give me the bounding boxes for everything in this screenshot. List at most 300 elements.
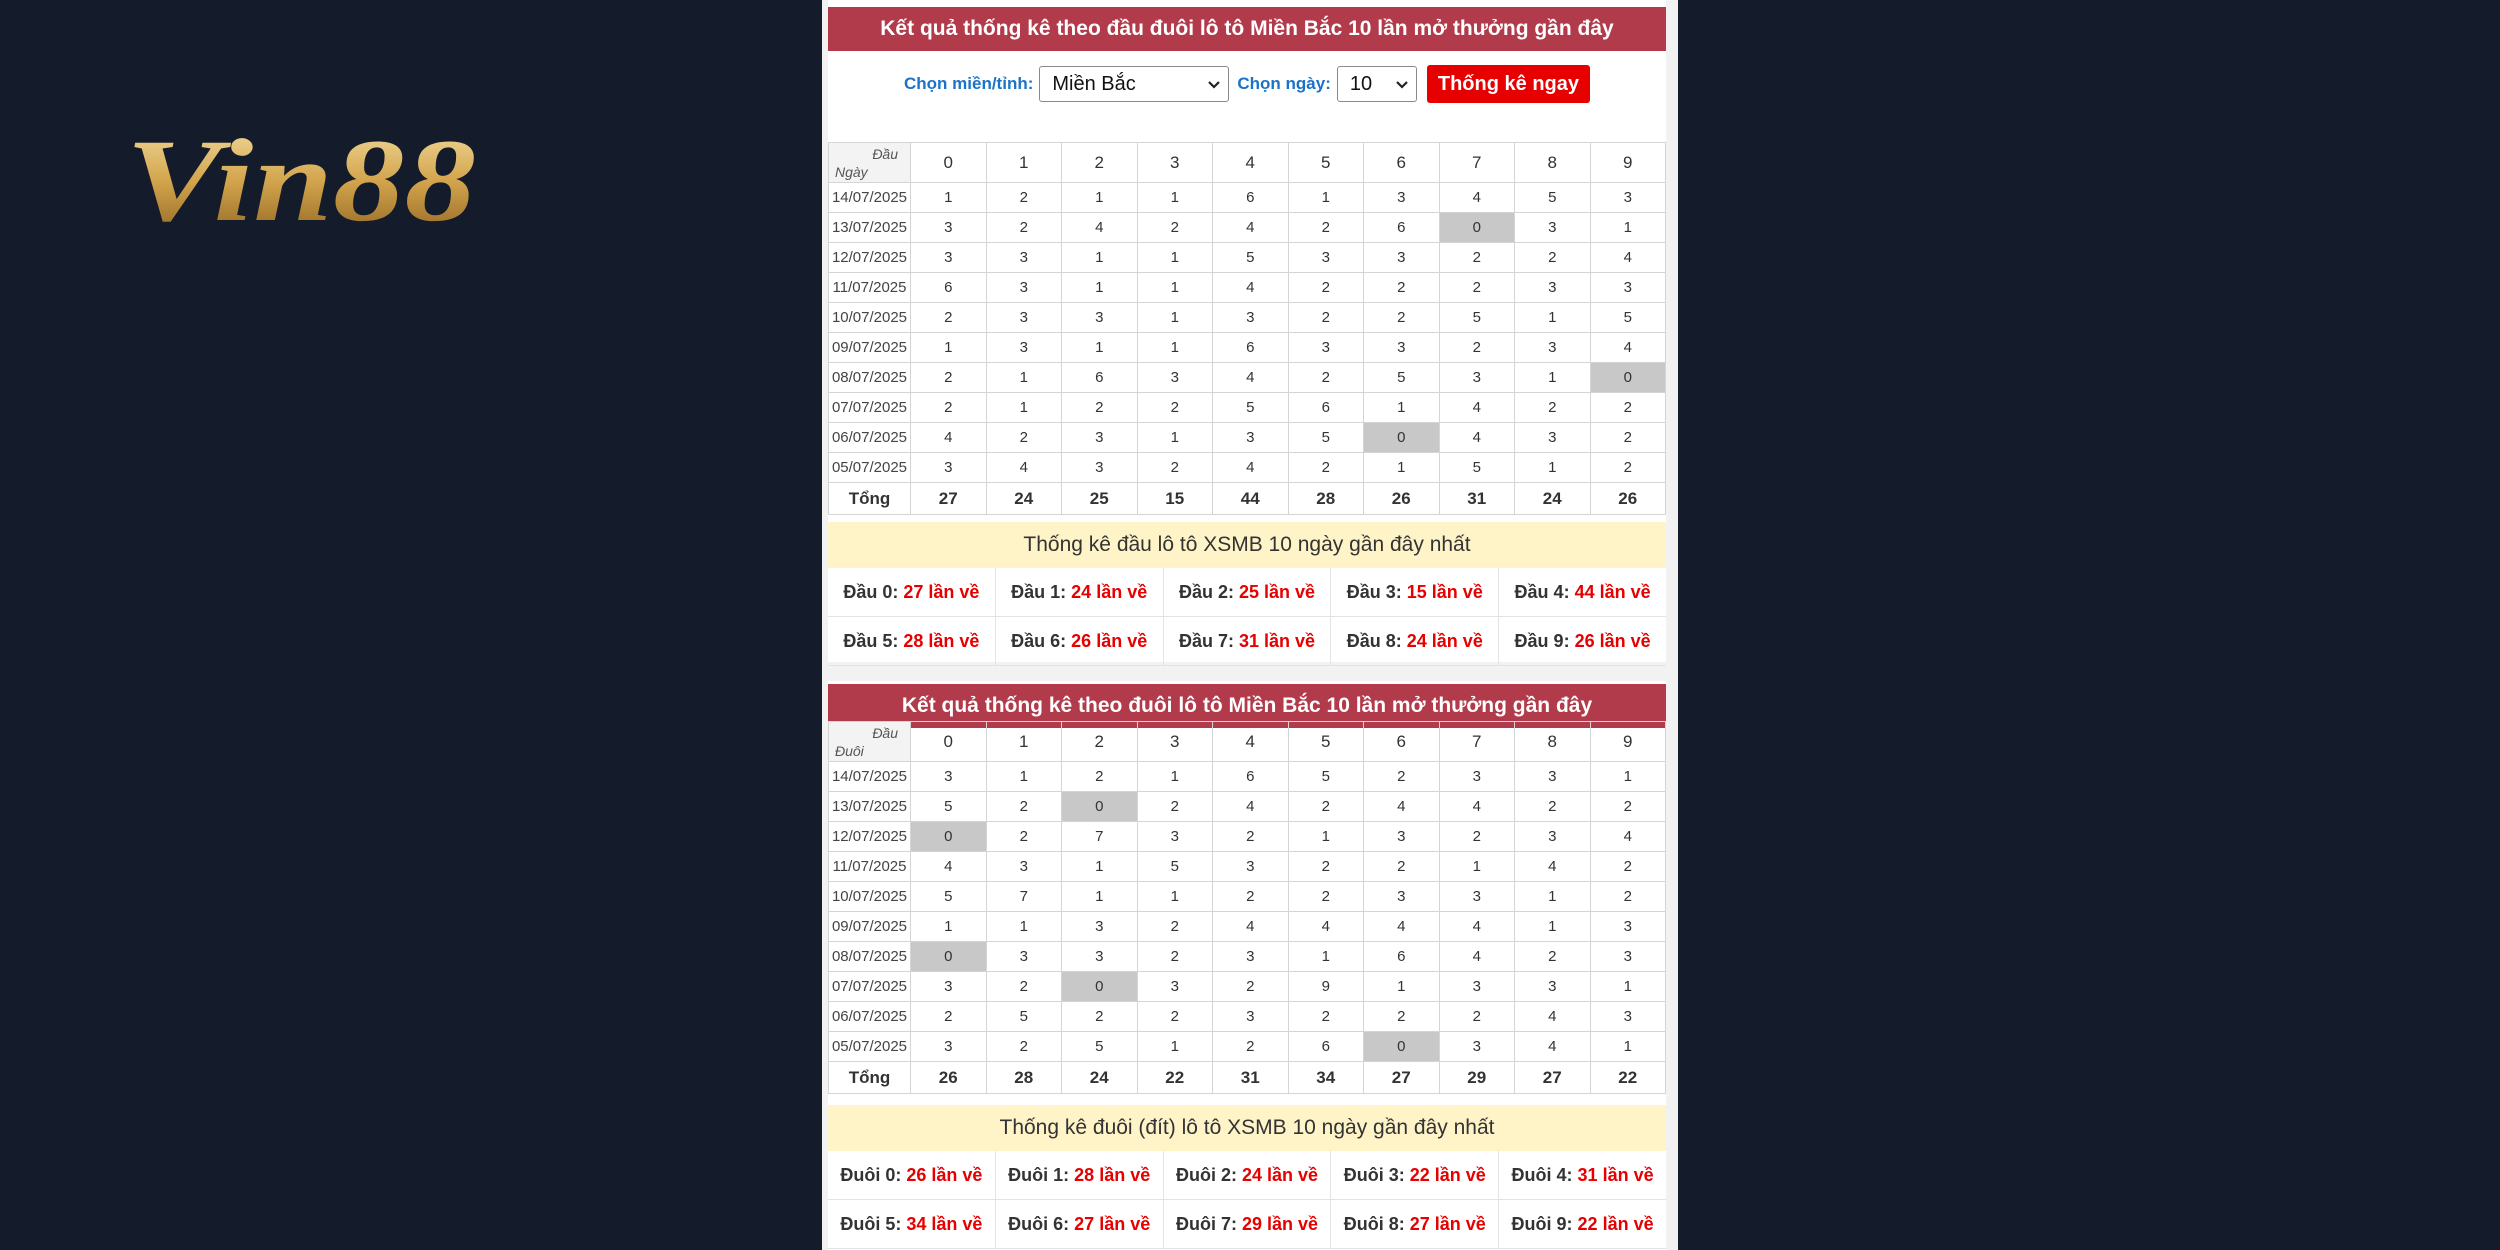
value-cell: 4	[1364, 792, 1440, 822]
value-cell: 3	[1213, 852, 1289, 882]
value-cell: 2	[986, 183, 1062, 213]
value-cell: 3	[986, 243, 1062, 273]
value-cell: 1	[986, 762, 1062, 792]
value-cell: 4	[1213, 213, 1289, 243]
value-cell: 2	[1062, 762, 1138, 792]
summary-item	[1331, 617, 1499, 665]
value-cell: 1	[986, 912, 1062, 942]
total-cell: 28	[986, 1062, 1062, 1094]
total-cell: 27	[911, 483, 987, 515]
summary-label: Đầu 7:	[1178, 630, 1234, 651]
value-cell: 3	[1213, 1002, 1289, 1032]
value-cell: 5	[1590, 303, 1666, 333]
total-cell: 26	[1590, 483, 1666, 515]
value-cell: 2	[1515, 792, 1591, 822]
summary-row	[828, 1151, 1666, 1200]
column-header: 3	[1137, 722, 1213, 762]
value-cell: 1	[1439, 852, 1515, 882]
row-date: 05/07/2025	[829, 1032, 911, 1062]
summary-count: 34	[906, 1213, 927, 1234]
value-cell: 1	[1590, 1032, 1666, 1062]
value-cell: 2	[1137, 393, 1213, 423]
summary-unit: lần về	[1266, 1213, 1319, 1234]
table-corner-cell	[829, 722, 911, 762]
value-cell: 3	[1590, 1002, 1666, 1032]
summary-item	[1164, 617, 1332, 665]
value-cell: 4	[1439, 912, 1515, 942]
summary-label: Đuôi 6:	[1008, 1213, 1070, 1234]
summary-item	[996, 568, 1164, 616]
value-cell: 2	[1062, 1002, 1138, 1032]
value-cell: 2	[1439, 333, 1515, 363]
summary-label: Đuôi 9:	[1511, 1213, 1573, 1234]
value-cell: 2	[1590, 852, 1666, 882]
statistics-button[interactable]: Thống kê ngay	[1427, 65, 1590, 103]
summary-count: 22	[1409, 1164, 1430, 1185]
value-cell: 1	[1062, 852, 1138, 882]
value-cell: 3	[986, 333, 1062, 363]
value-cell: 3	[1439, 1032, 1515, 1062]
row-date: 13/07/2025	[829, 792, 911, 822]
column-header: 9	[1590, 143, 1666, 183]
table-row	[829, 453, 1666, 483]
summary-unit: lần về	[931, 1164, 983, 1185]
column-header: 2	[1062, 143, 1138, 183]
value-cell: 6	[1364, 213, 1440, 243]
value-cell: 4	[1213, 273, 1289, 303]
total-cell: 24	[1062, 1062, 1138, 1094]
value-cell: 4	[1590, 333, 1666, 363]
value-cell: 0	[1590, 363, 1666, 393]
table-row	[829, 183, 1666, 213]
value-cell: 1	[1137, 762, 1213, 792]
summary-count: 27	[903, 581, 924, 602]
table-row	[829, 852, 1666, 882]
value-cell: 2	[1439, 243, 1515, 273]
value-cell: 5	[1137, 852, 1213, 882]
table-row	[829, 333, 1666, 363]
total-cell: 24	[1515, 483, 1591, 515]
value-cell: 2	[1213, 1032, 1289, 1062]
value-cell: 4	[1213, 453, 1289, 483]
total-label: Tổng	[829, 1062, 911, 1094]
value-cell: 2	[1515, 393, 1591, 423]
value-cell: 2	[1288, 453, 1364, 483]
value-cell: 6	[1288, 393, 1364, 423]
value-cell: 3	[1137, 363, 1213, 393]
value-cell: 2	[1364, 1002, 1440, 1032]
total-row	[829, 1062, 1666, 1094]
summary-unit: lần về	[1264, 581, 1316, 602]
table-row	[829, 762, 1666, 792]
value-cell: 2	[986, 423, 1062, 453]
column-header: 1	[986, 722, 1062, 762]
table-row	[829, 243, 1666, 273]
value-cell: 2	[1364, 273, 1440, 303]
summary-unit: lần về	[1264, 630, 1316, 651]
summary-label: Đuôi 4:	[1511, 1164, 1573, 1185]
total-cell: 24	[986, 483, 1062, 515]
value-cell: 2	[1590, 882, 1666, 912]
summary-item	[828, 1151, 996, 1199]
value-cell: 2	[1062, 393, 1138, 423]
value-cell: 3	[1515, 972, 1591, 1002]
corner-top-label: Đầu	[872, 146, 898, 162]
value-cell: 1	[911, 183, 987, 213]
region-select[interactable]	[1039, 66, 1229, 102]
value-cell: 3	[1515, 273, 1591, 303]
value-cell: 3	[1590, 942, 1666, 972]
value-cell: 3	[1062, 912, 1138, 942]
row-date: 14/07/2025	[829, 183, 911, 213]
head-statistics-table	[828, 142, 1666, 515]
summary-count: 26	[906, 1164, 927, 1185]
value-cell: 5	[911, 882, 987, 912]
row-date: 09/07/2025	[829, 333, 911, 363]
value-cell: 6	[911, 273, 987, 303]
value-cell: 2	[1213, 822, 1289, 852]
region-select-value: Miền Bắc	[1052, 72, 1136, 95]
summary-count: 22	[1577, 1213, 1598, 1234]
summary-unit: lần về	[1099, 1164, 1151, 1185]
value-cell: 2	[1137, 1002, 1213, 1032]
value-cell: 1	[1288, 942, 1364, 972]
summary-label: Đầu 3:	[1346, 581, 1402, 602]
value-cell: 1	[1364, 393, 1440, 423]
value-cell: 3	[1515, 822, 1591, 852]
row-date: 12/07/2025	[829, 822, 911, 852]
row-date: 12/07/2025	[829, 243, 911, 273]
value-cell: 2	[986, 1032, 1062, 1062]
summary-item	[996, 617, 1164, 665]
row-date: 07/07/2025	[829, 972, 911, 1002]
value-cell: 1	[911, 912, 987, 942]
row-date: 13/07/2025	[829, 213, 911, 243]
card-title: Kết quả thống kê theo đầu đuôi lô tô Miền Bắc 10 lần mở thưởng gần đây	[828, 7, 1666, 51]
value-cell: 1	[1288, 183, 1364, 213]
summary-count: 25	[1238, 581, 1259, 602]
value-cell: 5	[1288, 762, 1364, 792]
summary-unit: lần về	[1431, 630, 1483, 651]
summary-label: Đuôi 3:	[1343, 1164, 1405, 1185]
value-cell: 3	[1590, 912, 1666, 942]
summary-label: Đuôi 1:	[1008, 1164, 1070, 1185]
days-label: Chọn ngày:	[1237, 74, 1331, 93]
value-cell: 3	[1439, 882, 1515, 912]
value-cell: 6	[1213, 183, 1289, 213]
summary-count: 29	[1241, 1213, 1262, 1234]
value-cell: 5	[911, 792, 987, 822]
value-cell: 2	[1288, 1002, 1364, 1032]
summary-item	[1331, 568, 1499, 616]
value-cell: 1	[1137, 1032, 1213, 1062]
column-header: 8	[1515, 722, 1591, 762]
value-cell: 2	[986, 972, 1062, 1002]
value-cell: 3	[1137, 822, 1213, 852]
value-cell: 2	[1288, 273, 1364, 303]
value-cell: 1	[1515, 912, 1591, 942]
value-cell: 1	[1137, 273, 1213, 303]
value-cell: 2	[1364, 852, 1440, 882]
tail-statistics-card	[828, 681, 1666, 1250]
summary-count: 24	[1241, 1164, 1262, 1185]
value-cell: 5	[986, 1002, 1062, 1032]
value-cell: 4	[1515, 852, 1591, 882]
value-cell: 2	[1137, 453, 1213, 483]
column-header: 5	[1288, 143, 1364, 183]
days-select[interactable]	[1337, 66, 1417, 102]
value-cell: 2	[1288, 882, 1364, 912]
value-cell: 3	[1364, 882, 1440, 912]
summary-label: Đầu 2:	[1178, 581, 1234, 602]
summary-unit: lần về	[1266, 1164, 1319, 1185]
value-cell: 4	[1439, 393, 1515, 423]
value-cell: 2	[1590, 792, 1666, 822]
head-table-wrap	[828, 142, 1666, 515]
row-date: 06/07/2025	[829, 423, 911, 453]
column-header: 7	[1439, 143, 1515, 183]
summary-unit: lần về	[928, 581, 980, 602]
row-date: 10/07/2025	[829, 882, 911, 912]
row-date: 08/07/2025	[829, 942, 911, 972]
value-cell: 3	[1364, 333, 1440, 363]
summary-unit: lần về	[1602, 1164, 1654, 1185]
row-date: 08/07/2025	[829, 363, 911, 393]
vin88-logo	[120, 112, 490, 242]
value-cell: 3	[1364, 183, 1440, 213]
value-cell: 1	[1590, 762, 1666, 792]
table-row	[829, 822, 1666, 852]
value-cell: 5	[1213, 243, 1289, 273]
value-cell: 4	[1439, 942, 1515, 972]
value-cell: 2	[1288, 792, 1364, 822]
total-cell: 31	[1213, 1062, 1289, 1094]
value-cell: 1	[1364, 453, 1440, 483]
value-cell: 2	[1288, 363, 1364, 393]
head-statistics-card	[828, 0, 1666, 662]
table-row	[829, 423, 1666, 453]
value-cell: 1	[1137, 303, 1213, 333]
value-cell: 1	[1062, 333, 1138, 363]
summary-item	[1331, 1151, 1499, 1199]
total-label: Tổng	[829, 483, 911, 515]
corner-top-label: Đầu	[872, 725, 898, 741]
value-cell: 0	[1062, 972, 1138, 1002]
value-cell: 2	[1439, 273, 1515, 303]
value-cell: 3	[911, 213, 987, 243]
summary-item	[1499, 568, 1666, 616]
summary-unit: lần về	[1434, 1164, 1486, 1185]
table-row	[829, 213, 1666, 243]
value-cell: 4	[1439, 423, 1515, 453]
value-cell: 3	[911, 762, 987, 792]
total-cell: 22	[1137, 1062, 1213, 1094]
summary-unit: lần về	[1434, 1213, 1486, 1234]
value-cell: 2	[1213, 972, 1289, 1002]
value-cell: 0	[911, 822, 987, 852]
column-header: 6	[1364, 143, 1440, 183]
value-cell: 0	[1364, 423, 1440, 453]
summary-count: 26	[1574, 630, 1595, 651]
value-cell: 2	[1590, 423, 1666, 453]
value-cell: 3	[1515, 333, 1591, 363]
value-cell: 5	[1364, 363, 1440, 393]
value-cell: 2	[1137, 792, 1213, 822]
value-cell: 0	[1364, 1032, 1440, 1062]
summary-item	[1331, 1200, 1499, 1248]
summary-item	[1499, 1200, 1666, 1248]
table-row	[829, 363, 1666, 393]
summary-item	[1164, 1200, 1332, 1248]
summary-count: 31	[1577, 1164, 1598, 1185]
summary-count: 27	[1074, 1213, 1095, 1234]
summary-count: 28	[1074, 1164, 1095, 1185]
summary-unit: lần về	[1599, 581, 1651, 602]
value-cell: 3	[986, 852, 1062, 882]
column-header: 4	[1213, 722, 1289, 762]
summary-count: 28	[903, 630, 924, 651]
value-cell: 3	[911, 1032, 987, 1062]
value-cell: 3	[1062, 303, 1138, 333]
value-cell: 4	[1439, 183, 1515, 213]
value-cell: 4	[1213, 792, 1289, 822]
value-cell: 1	[1062, 273, 1138, 303]
column-header: 0	[911, 722, 987, 762]
summary-item	[1164, 1151, 1332, 1199]
value-cell: 1	[1137, 183, 1213, 213]
total-cell: 27	[1364, 1062, 1440, 1094]
value-cell: 7	[986, 882, 1062, 912]
summary-unit: lần về	[931, 1213, 983, 1234]
content-panel	[822, 0, 1678, 1250]
summary-subtitle: Thống kê đuôi (đít) lô tô XSMB 10 ngày gần đây nhất	[828, 1105, 1666, 1151]
value-cell: 3	[1288, 333, 1364, 363]
row-date: 09/07/2025	[829, 912, 911, 942]
value-cell: 2	[1288, 303, 1364, 333]
value-cell: 1	[1364, 972, 1440, 1002]
value-cell: 1	[1062, 882, 1138, 912]
value-cell: 3	[1137, 972, 1213, 1002]
value-cell: 2	[1364, 303, 1440, 333]
value-cell: 3	[1213, 303, 1289, 333]
value-cell: 2	[1288, 213, 1364, 243]
value-cell: 2	[1590, 393, 1666, 423]
value-cell: 1	[1515, 882, 1591, 912]
value-cell: 4	[1213, 363, 1289, 393]
value-cell: 4	[986, 453, 1062, 483]
value-cell: 5	[1515, 183, 1591, 213]
table-header-row	[829, 722, 1666, 762]
column-header: 4	[1213, 143, 1289, 183]
value-cell: 4	[1288, 912, 1364, 942]
value-cell: 4	[1590, 243, 1666, 273]
column-header: 1	[986, 143, 1062, 183]
summary-row	[828, 568, 1666, 617]
value-cell: 2	[986, 822, 1062, 852]
table-header-row	[829, 143, 1666, 183]
value-cell: 6	[1288, 1032, 1364, 1062]
summary-count: 31	[1238, 630, 1259, 651]
value-cell: 6	[1213, 762, 1289, 792]
value-cell: 6	[1213, 333, 1289, 363]
value-cell: 2	[986, 792, 1062, 822]
value-cell: 5	[1062, 1032, 1138, 1062]
summary-unit: lần về	[1431, 581, 1483, 602]
corner-bottom-label: Ngày	[835, 164, 868, 180]
table-row	[829, 1032, 1666, 1062]
row-date: 11/07/2025	[829, 273, 911, 303]
value-cell: 1	[1515, 453, 1591, 483]
value-cell: 2	[1515, 942, 1591, 972]
days-select-value: 10	[1349, 72, 1373, 95]
value-cell: 3	[1062, 423, 1138, 453]
table-row	[829, 972, 1666, 1002]
value-cell: 3	[1590, 273, 1666, 303]
column-header: 7	[1439, 722, 1515, 762]
value-cell: 1	[1062, 243, 1138, 273]
summary-unit: lần về	[1096, 630, 1148, 651]
summary-count: 24	[1071, 581, 1092, 602]
value-cell: 3	[1364, 243, 1440, 273]
value-cell: 1	[1062, 183, 1138, 213]
value-cell: 3	[1515, 423, 1591, 453]
value-cell: 3	[1515, 762, 1591, 792]
summary-item	[828, 1200, 996, 1248]
summary-row	[828, 617, 1666, 666]
value-cell: 3	[1439, 972, 1515, 1002]
value-cell: 1	[1590, 972, 1666, 1002]
value-cell: 3	[1439, 363, 1515, 393]
table-row	[829, 942, 1666, 972]
value-cell: 0	[1062, 792, 1138, 822]
value-cell: 7	[1062, 822, 1138, 852]
value-cell: 4	[911, 423, 987, 453]
summary-label: Đuôi 7:	[1175, 1213, 1237, 1234]
summary-unit: lần về	[928, 630, 980, 651]
card-title: Kết quả thống kê theo đuôi lô tô Miền Bắc 10 lần mở thưởng gần đây	[828, 684, 1666, 728]
value-cell: 3	[1062, 942, 1138, 972]
summary-label: Đầu 9:	[1514, 630, 1570, 651]
region-label: Chọn miền/tỉnh:	[904, 74, 1034, 93]
column-header: 9	[1590, 722, 1666, 762]
value-cell: 3	[1062, 453, 1138, 483]
value-cell: 2	[911, 303, 987, 333]
table-corner-cell	[829, 143, 911, 183]
value-cell: 1	[1288, 822, 1364, 852]
logo-text: Vin88	[126, 115, 476, 242]
total-cell: 34	[1288, 1062, 1364, 1094]
summary-label: Đầu 6:	[1011, 630, 1067, 651]
column-header: 2	[1062, 722, 1138, 762]
value-cell: 2	[1213, 882, 1289, 912]
value-cell: 2	[1137, 942, 1213, 972]
value-cell: 4	[1062, 213, 1138, 243]
summary-item	[1164, 568, 1332, 616]
value-cell: 2	[911, 363, 987, 393]
summary-label: Đầu 1:	[1011, 581, 1067, 602]
value-cell: 1	[1137, 423, 1213, 453]
summary-row	[828, 1200, 1666, 1249]
summary-item	[996, 1151, 1164, 1199]
total-cell: 29	[1439, 1062, 1515, 1094]
summary-subtitle: Thống kê đầu lô tô XSMB 10 ngày gần đây nhất	[828, 522, 1666, 568]
summary-count: 27	[1409, 1213, 1430, 1234]
value-cell: 4	[1439, 792, 1515, 822]
value-cell: 3	[1288, 243, 1364, 273]
summary-count: 15	[1406, 581, 1427, 602]
summary-label: Đuôi 5:	[840, 1213, 902, 1234]
value-cell: 4	[1515, 1032, 1591, 1062]
